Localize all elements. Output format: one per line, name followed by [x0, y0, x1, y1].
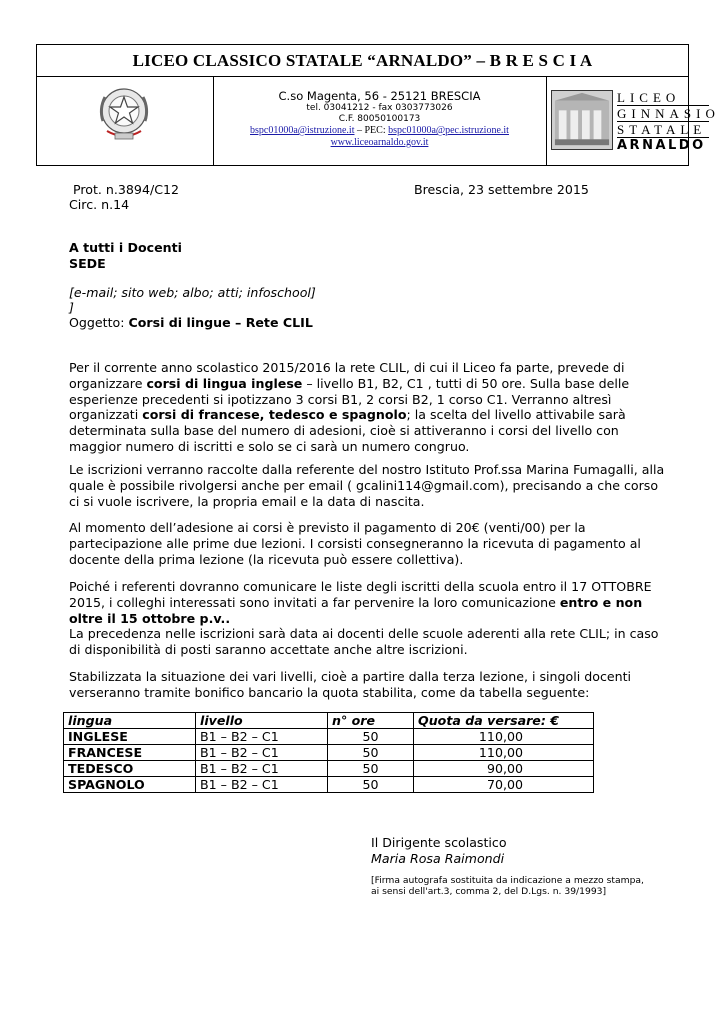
p1-bold-d: corsi di francese, tedesco e spagnolo — [142, 407, 407, 423]
table-cell-lingua: FRANCESE — [64, 745, 196, 761]
table-row — [64, 777, 594, 793]
table-cell-livello: B1 – B2 – C1 — [196, 761, 328, 777]
protocol-number: Prot. n.3894/C12 — [73, 182, 180, 197]
p1-bold-b: corsi di lingua inglese — [146, 375, 303, 391]
paragraph-5: La precedenza nelle iscrizioni sarà data ai docenti delle scuole aderenti alla rete CLIL; in caso di disponibilità di posti saranno accettate anche altre iscrizioni. — [69, 626, 659, 657]
table-cell-ore: 50 — [328, 729, 414, 745]
logo-cell — [546, 77, 720, 165]
school-logo — [551, 90, 720, 153]
table-row — [64, 761, 594, 777]
signature-note-line-1: [Firma autografa sostituita da indicazione a mezzo stampa, — [371, 875, 644, 886]
subject-label: Oggetto: — [69, 315, 129, 330]
table-header-cell: n° ore — [328, 713, 414, 729]
table-header-cell: lingua — [64, 713, 196, 729]
table-cell-lingua: INGLESE — [64, 729, 196, 745]
table-cell-quota: 110,00 — [414, 745, 594, 761]
table-cell-ore: 50 — [328, 761, 414, 777]
signature-role: Il Dirigente scolastico — [371, 835, 507, 850]
table-row — [64, 729, 594, 745]
letterhead-row — [37, 77, 720, 165]
logo-wordmark — [617, 90, 720, 153]
logo-line-2: GINNASIO — [617, 106, 720, 121]
pec-link[interactable]: bspc01000a@pec.istruzione.it — [388, 125, 509, 136]
p1-text-e: ; la scelta del livello attivabile sarà determinata sulla base del numero di adesioni, cioè si attiveranno i corsi del livello con maggior numero di iscritti e solo se ci sarà un numero congruo. — [69, 407, 626, 454]
circular-number: Circ. n.14 — [69, 197, 130, 212]
recipient-line: A tutti i Docenti — [69, 240, 182, 255]
signature-note — [371, 875, 644, 897]
table-cell-ore: 50 — [328, 777, 414, 793]
distribution-channels-close: ] — [69, 300, 74, 315]
logo-line-3: STATALE — [617, 122, 709, 138]
email-link[interactable]: bspc01000a@istruzione.it — [250, 125, 355, 136]
table-cell-lingua: SPAGNOLO — [64, 777, 196, 793]
table-cell-livello: B1 – B2 – C1 — [196, 777, 328, 793]
italian-republic-emblem-icon — [95, 81, 153, 145]
p1-text-a: Per il corrente anno scolastico 2015/2016 la rete CLIL, di cui il Liceo fa parte, prevede di organizzare — [69, 360, 625, 391]
paragraph-6: Stabilizzata la situazione dei vari livelli, cioè a partire dalla terza lezione, i singoli docenti verseranno tramite bonifico bancario la quota stabilita, come da tabella seguente: — [69, 669, 632, 700]
table-header-cell: livello — [196, 713, 328, 729]
school-building-logo-icon — [551, 90, 613, 150]
website-link[interactable]: www.liceoarnaldo.gov.it — [330, 137, 429, 148]
school-phone: tel. 03041212 - fax 0303773026 — [306, 103, 453, 113]
emblem-cell — [37, 77, 214, 165]
table-row — [64, 745, 594, 761]
table-cell-livello: B1 – B2 – C1 — [196, 729, 328, 745]
paragraph-2: Le iscrizioni verranno raccolte dalla referente del nostro Istituto Prof.ssa Marina Fumagalli, alla quale è possibile rivolgersi anche per email ( gcalini114@gmail.com), precisando a che corso ci si vuole iscrivere, la propria email e la data di nascita. — [69, 462, 665, 509]
school-address: C.so Magenta, 56 - 25121 BRESCIA — [278, 89, 481, 103]
table-header-row — [64, 713, 594, 729]
recipient-sede: SEDE — [69, 256, 106, 271]
table-cell-ore: 50 — [328, 745, 414, 761]
pec-label: – PEC: — [354, 125, 389, 136]
paragraph-1 — [69, 360, 669, 455]
logo-line-1: LICEO — [617, 90, 709, 106]
distribution-channels: [e-mail; sito web; albo; atti; infoschool] — [69, 285, 316, 300]
paragraph-3: Al momento dell’adesione ai corsi è previsto il pagamento di 20€ (venti/00) per la partecipazione alle prime due lezioni. I corsisti consegneranno la ricevuta di pagamento al docente della prima lezione (la ricevuta può essere collettiva). — [69, 520, 641, 567]
website-line — [213, 137, 546, 149]
school-title: LICEO CLASSICO STATALE “ARNALDO” – B R E S C I A — [37, 45, 688, 77]
paragraph-4 — [69, 579, 669, 626]
p4-bold-b: entro e non oltre il 15 ottobre p.v.. — [69, 594, 643, 626]
table-cell-livello: B1 – B2 – C1 — [196, 745, 328, 761]
contacts-cell — [213, 77, 547, 165]
email-line — [213, 125, 546, 137]
subject-line — [69, 315, 313, 331]
subject-text: Corsi di lingue – Rete CLIL — [128, 315, 313, 330]
p4-text-a: Poiché i referenti dovranno comunicare le liste degli iscritti della scuola entro il 17 OTTOBRE 2015, i colleghi interessati sono invitati a far pervenire la loro comunicazione — [69, 579, 652, 610]
letterhead — [36, 44, 720, 166]
p1-text-c: – livello B1, B2, C1 , tutti di 50 ore. Sulla base delle esperienze precedenti si ipotizzano 3 corsi B1, 2 corsi B2, 1 corso C1. Verranno altresì organizzati — [69, 375, 630, 423]
signature-name: Maria Rosa Raimondi — [371, 851, 505, 866]
place-date: Brescia, 23 settembre 2015 — [414, 182, 589, 197]
table-cell-lingua: TEDESCO — [64, 761, 196, 777]
table-cell-quota: 90,00 — [414, 761, 594, 777]
fees-table — [63, 712, 594, 793]
signature-note-line-2: ai sensi dell'art.3, comma 2, del D.Lgs. n. 39/1993] — [371, 886, 607, 897]
table-cell-quota: 70,00 — [414, 777, 594, 793]
school-cf: C.F. 80050100173 — [338, 114, 421, 124]
logo-line-4: ARNALDO — [617, 138, 706, 153]
table-header-cell: Quota da versare: € — [414, 713, 594, 729]
table-cell-quota: 110,00 — [414, 729, 594, 745]
